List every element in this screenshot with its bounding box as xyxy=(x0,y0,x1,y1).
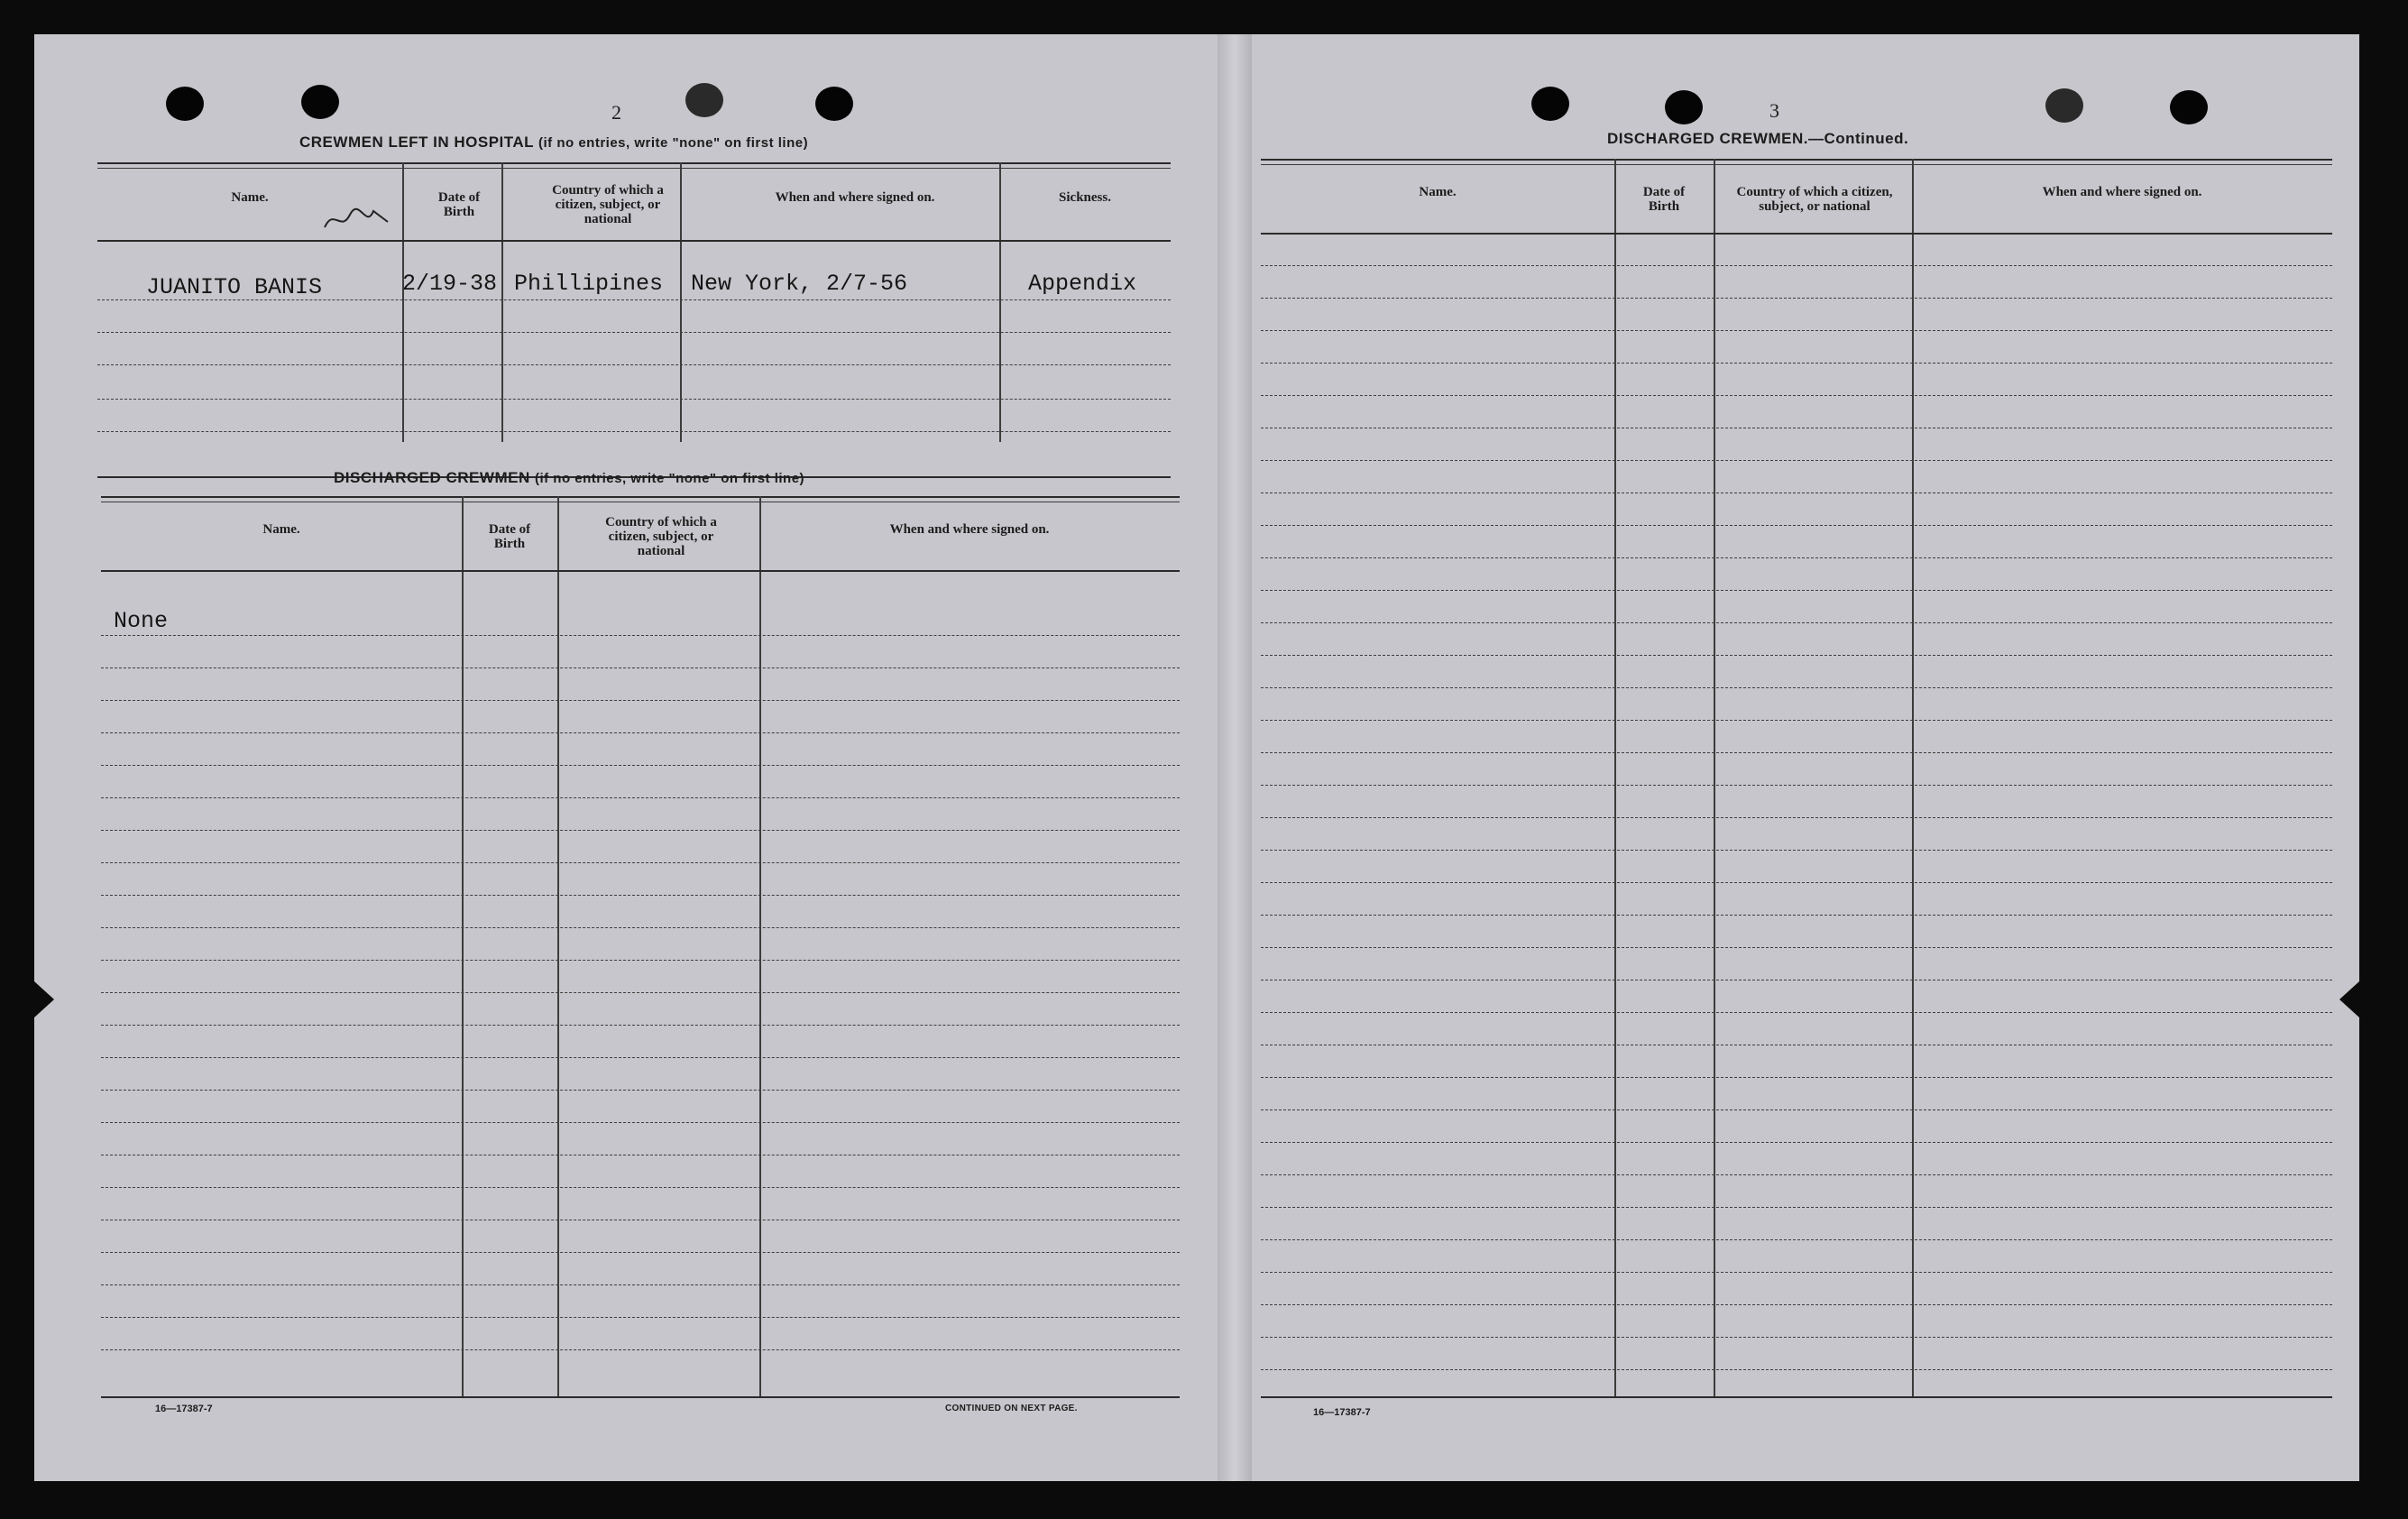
discharged-col-name: Name. xyxy=(262,522,300,537)
punch-hole xyxy=(1531,87,1569,121)
punch-hole xyxy=(301,85,339,119)
punch-hole xyxy=(685,83,723,117)
document-spread xyxy=(34,34,2359,1481)
discharged-title-note: (if no entries, write "none" on first line) xyxy=(534,471,805,486)
discharged-col-dob: Date of Birth xyxy=(488,522,531,551)
hospital-row-sickness: Appendix xyxy=(1028,271,1137,297)
discharged-first-entry: None xyxy=(114,608,169,634)
right-col-dob: Date of Birth xyxy=(1642,185,1686,214)
hospital-section-title xyxy=(299,133,808,152)
hospital-row-name: JUANITO BANIS xyxy=(146,274,323,300)
hospital-col-name: Name. xyxy=(231,190,269,205)
form-code-left: 16—17387-7 xyxy=(155,1404,213,1414)
hospital-row-signed-on: New York, 2/7-56 xyxy=(691,271,908,297)
punch-hole xyxy=(166,87,204,121)
page-notch xyxy=(34,981,54,1017)
hospital-col-signed-on: When and where signed on. xyxy=(775,190,935,205)
hospital-col-country: Country of which a citizen, subject, or national xyxy=(552,183,664,226)
right-col-signed-on: When and where signed on. xyxy=(2042,185,2202,199)
punch-hole xyxy=(2045,88,2083,123)
hospital-table xyxy=(97,162,1171,442)
hospital-col-sickness: Sickness. xyxy=(1059,190,1111,205)
page-number-right: 3 xyxy=(1769,99,1779,122)
hospital-title-note: (if no entries, write "none" on first line) xyxy=(538,135,809,151)
hospital-title-text: CREWMEN LEFT IN HOSPITAL xyxy=(299,133,534,151)
hospital-row-country: Phillipines xyxy=(514,271,664,297)
hospital-row-dob: 2/19-38 xyxy=(402,271,498,297)
hospital-col-dob-text: Date of Birth xyxy=(437,190,481,219)
right-col-name: Name. xyxy=(1419,185,1457,199)
discharged-col-signed-on: When and where signed on. xyxy=(889,522,1050,537)
continued-note: CONTINUED ON NEXT PAGE. xyxy=(945,1404,1078,1413)
punch-hole xyxy=(815,87,853,121)
right-col-country: Country of which a citizen, subject, or national xyxy=(1736,185,1893,214)
page-number-left: 2 xyxy=(611,101,621,124)
right-section-title: DISCHARGED CREWMEN.—Continued. xyxy=(1607,130,1909,147)
discharged-table-left xyxy=(101,496,1180,1398)
page-fold xyxy=(1218,34,1252,1481)
punch-hole xyxy=(1665,90,1703,124)
discharged-table-right xyxy=(1261,159,2332,1398)
form-code-right: 16—17387-7 xyxy=(1313,1407,1371,1418)
discharged-title-text: DISCHARGED CREWMEN xyxy=(334,469,530,486)
page-notch xyxy=(2339,981,2359,1017)
discharged-section-title xyxy=(334,469,804,487)
discharged-col-country: Country of which a citizen, subject, or national xyxy=(605,515,717,558)
punch-hole xyxy=(2170,90,2208,124)
hospital-col-dob-label xyxy=(435,170,483,240)
